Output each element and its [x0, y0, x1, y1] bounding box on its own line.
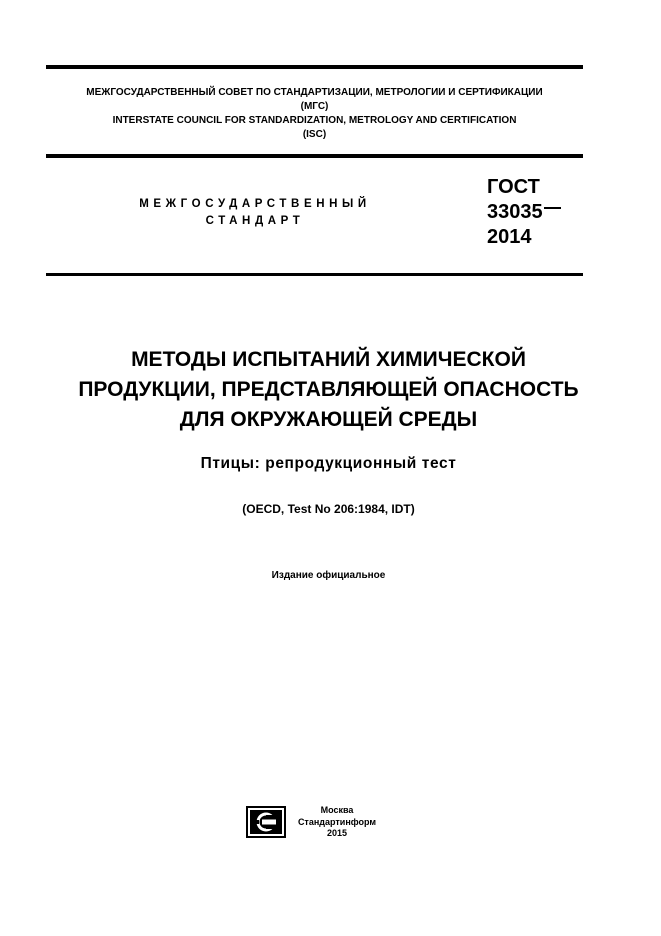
council-header — [46, 86, 583, 142]
designation-year: 2014 — [487, 226, 532, 248]
top-rule — [46, 65, 583, 69]
edition-note: Издание официальное — [271, 570, 386, 581]
document-title — [20, 345, 637, 435]
title-line-3: ДЛЯ ОКРУЖАЮЩЕЙ СРЕДЫ — [179, 408, 478, 431]
designation-number-row — [487, 200, 561, 225]
header-rule — [46, 154, 583, 158]
designation-number: 33035 — [487, 201, 543, 223]
designation-rule — [46, 273, 583, 276]
council-abbr-en: (ISC) — [302, 129, 327, 140]
reference-standard: (OECD, Test No 206:1984, IDT) — [242, 502, 415, 516]
publisher-city: Москва — [320, 805, 354, 815]
standartinform-logo-icon — [246, 806, 286, 838]
council-abbr-ru: (МГС) — [300, 101, 329, 112]
standard-type-line1: МЕЖГОСУДАРСТВЕННЫЙ — [139, 198, 371, 210]
standard-type-label — [100, 196, 410, 230]
designation-prefix: ГОСТ — [487, 176, 540, 198]
document-subtitle: Птицы: репродукционный тест — [200, 455, 457, 472]
title-line-1: МЕТОДЫ ИСПЫТАНИЙ ХИМИЧЕСКОЙ — [131, 348, 526, 371]
council-name-ru: МЕЖГОСУДАРСТВЕННЫЙ СОВЕТ ПО СТАНДАРТИЗАЦИИ, МЕТРОЛОГИИ И СЕРТИФИКАЦИИ — [86, 87, 543, 98]
publisher-year: 2015 — [326, 828, 348, 838]
designation-dash — [544, 207, 561, 209]
standard-designation — [487, 175, 561, 250]
standard-type-line2: СТАНДАРТ — [205, 215, 305, 227]
publisher-name: Стандартинформ — [297, 816, 377, 827]
publisher-block — [292, 805, 382, 840]
council-name-en: INTERSTATE COUNCIL FOR STANDARDIZATION, METROLOGY AND CERTIFICATION — [112, 115, 517, 126]
title-line-2: ПРОДУКЦИИ, ПРЕДСТАВЛЯЮЩЕЙ ОПАСНОСТЬ — [78, 378, 579, 401]
